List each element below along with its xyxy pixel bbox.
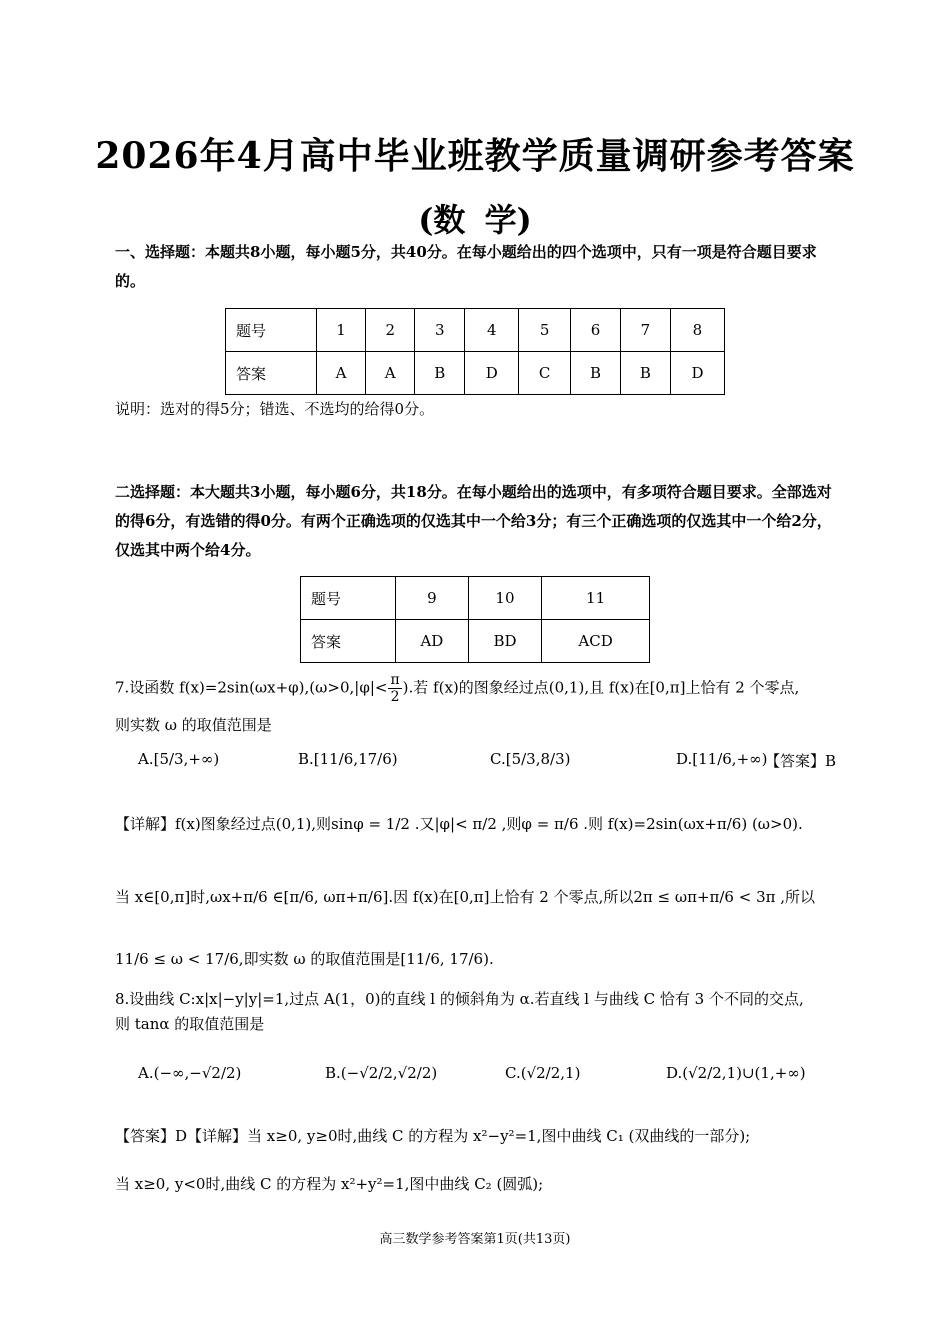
q7-option-b: B.[11/6,17/6) [298, 750, 398, 768]
subject-title: (数 学) [418, 201, 532, 239]
table-cell: 答案 [226, 352, 317, 395]
table-row [301, 620, 650, 663]
table-cell: 5 [519, 309, 571, 352]
table-cell: 8 [670, 309, 724, 352]
q7-stem-a: 7.设函数 f(x)=2sin(ωx+φ),(ω>0,|φ|< [115, 678, 388, 697]
q7-option-c: C.[5/3,8/3) [490, 750, 571, 768]
table-cell: B [415, 352, 465, 395]
q8-detail-2: 当 x≥0, y<0时,曲线 C 的方程为 x²+y²=1,图中曲线 C₂ (圆弧); [115, 1175, 544, 1193]
table-cell: BD [468, 620, 541, 663]
q8-option-a: A.(−∞,−√2/2) [138, 1064, 242, 1082]
q7-stem-b: ).若 f(x)的图象经过点(0,1),且 f(x)在[0,π]上恰有 2 个零点, [402, 678, 800, 697]
table-cell: D [465, 352, 519, 395]
q8-option-d: D.(√2/2,1)∪(1,+∞) [666, 1064, 806, 1082]
fraction-denominator: 2 [390, 689, 400, 705]
table-cell: 2 [366, 309, 415, 352]
table-cell: B [620, 352, 670, 395]
answer-table-1 [225, 308, 725, 395]
answer-table-2 [300, 576, 650, 663]
table-cell: 7 [620, 309, 670, 352]
table-cell: 题号 [226, 309, 317, 352]
table-cell: C [519, 352, 571, 395]
q7-detail-2: 当 x∈[0,π]时,ωx+π/6 ∈[π/6, ωπ+π/6].因 f(x)在[0,π]上恰有 2 个零点,所以2π ≤ ωπ+π/6 < 3π ,所以 [115, 888, 816, 906]
table-cell: 11 [542, 577, 650, 620]
table-cell: AD [396, 620, 469, 663]
q7-stem-c: 则实数 ω 的取值范围是 [115, 716, 272, 734]
q7-answer: 【答案】B [765, 752, 837, 770]
q8-stem-2: 则 tanα 的取值范围是 [115, 1015, 265, 1033]
q8-stem-1: 8.设曲线 C:x|x|−y|y|=1,过点 A(1，0)的直线 l 的倾斜角为 α.若直线 l 与曲线 C 恰有 3 个不同的交点, [115, 990, 804, 1008]
page-title: 2026年4月高中毕业班教学质量调研参考答案 [95, 135, 855, 177]
q7-option-a: A.[5/3,+∞) [138, 750, 220, 768]
table-cell: 题号 [301, 577, 396, 620]
table-cell: A [366, 352, 415, 395]
table-cell: ACD [542, 620, 650, 663]
table-cell: A [317, 352, 366, 395]
table-cell: D [670, 352, 724, 395]
table-cell: 答案 [301, 620, 396, 663]
q7-detail-1: 【详解】f(x)图象经过点(0,1),则sinφ = 1/2 .又|φ|< π/2 ,则φ = π/6 .则 f(x)=2sin(ωx+π/6) (ω>0). [115, 815, 803, 833]
table-row [301, 577, 650, 620]
table-cell: 6 [571, 309, 621, 352]
table-cell: 10 [468, 577, 541, 620]
table-row [226, 309, 725, 352]
q8-option-c: C.(√2/2,1) [505, 1064, 581, 1082]
fraction-numerator: π [390, 672, 400, 688]
q8-detail-1: 【答案】D【详解】当 x≥0, y≥0时,曲线 C 的方程为 x²−y²=1,图中曲线 C₁ (双曲线的一部分); [115, 1127, 751, 1145]
q7-stem [115, 672, 799, 705]
table-cell: 9 [396, 577, 469, 620]
page-footer: 高三数学参考答案第1页(共13页) [379, 1232, 571, 1247]
q7-detail-3: 11/6 ≤ ω < 17/6,即实数 ω 的取值范围是[11/6, 17/6). [115, 950, 494, 968]
section2-heading: 二选择题：本大题共3小题，每小题6分，共18分。在每小题给出的选项中，有多项符合题目要求。全部选对的得6分，有选错的得0分。有两个正确选项的仅选其中一个给3分；有三个正确选项的仅选其中一个给2分，仅选其中两个给4分。 [115, 483, 832, 559]
section1-note: 说明：选对的得5分；错选、不选均的给得0分。 [115, 400, 435, 418]
section1-heading: 一、选择题：本题共8小题，每小题5分，共40分。在每小题给出的四个选项中，只有一项是符合题目要求的。 [115, 243, 817, 290]
q7-option-d: D.[11/6,+∞) [676, 750, 768, 768]
table-row [226, 352, 725, 395]
pi-over-2-fraction [388, 672, 401, 705]
table-cell: 4 [465, 309, 519, 352]
table-cell: 3 [415, 309, 465, 352]
table-cell: B [571, 352, 621, 395]
q8-option-b: B.(−√2/2,√2/2) [325, 1064, 438, 1082]
table-cell: 1 [317, 309, 366, 352]
